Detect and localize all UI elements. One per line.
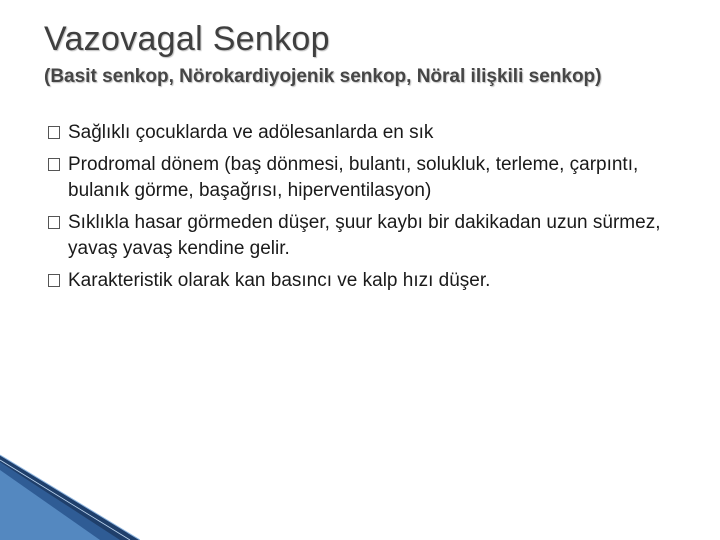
list-item (48, 268, 688, 294)
slide-subtitle: (Basit senkop, Nörokardiyojenik senkop, Nöral ilişkili senkop) (44, 66, 602, 87)
slide-title: Vazovagal Senkop (44, 20, 330, 58)
list-item (48, 120, 688, 146)
bullet-text: Sağlıklı çocuklarda ve adölesanlarda en sık (68, 122, 434, 143)
bullet-text: Sıklıkla hasar görmeden düşer, şuur kaybı bir dakikadan uzun sürmez, yavaş yavaş kendine gelir. (68, 212, 661, 259)
square-bullet-icon (48, 216, 60, 229)
bullet-text: Prodromal dönem (baş dönmesi, bulantı, solukluk, terleme, çarpıntı, bulanık görme, başağrısı, hiperventilasyon) (68, 154, 639, 201)
bullet-text: Karakteristik olarak kan basıncı ve kalp hızı düşer. (68, 270, 491, 291)
bullet-list (48, 120, 688, 300)
square-bullet-icon (48, 158, 60, 171)
list-item (48, 152, 688, 204)
corner-wave-decoration (0, 440, 140, 540)
square-bullet-icon (48, 126, 60, 139)
square-bullet-icon (48, 274, 60, 287)
list-item (48, 210, 688, 262)
